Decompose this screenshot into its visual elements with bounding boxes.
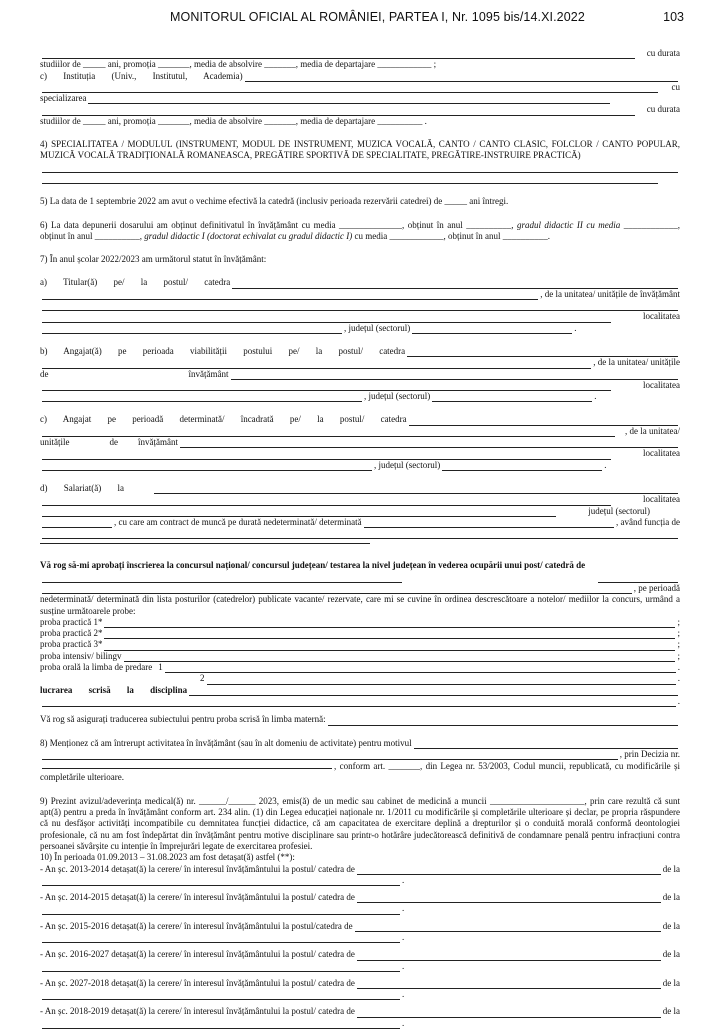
item-6-part: cu media ____________, obținut în anul __________. [354,230,550,241]
blank-field[interactable] [42,175,658,184]
blank-field[interactable] [357,894,661,903]
label: c) Angajat pe perioadă determinată/ încadrată pe/ la postul/ catedra [40,414,407,425]
form-line: , județul (sectorul) . [40,323,680,334]
label: proba intensiv/ bilingv [40,650,122,661]
detasare-row [40,921,680,950]
detasare-row [40,978,680,1007]
label: 7) În anul școlar 2022/2023 am următorul statut în învățământ: [40,254,267,265]
blank-field[interactable] [407,348,678,357]
form-line [40,714,680,725]
detasare-label: - An șc. 2018-2019 detașat(ă) la cerere/ în interesul învățământului la postul/ catedra de [40,1006,355,1017]
item-5 [40,196,680,207]
blank-field[interactable] [414,740,678,749]
form-line [40,426,680,437]
blank-field[interactable] [42,84,658,93]
detasare-list [40,864,680,1035]
page-number: 103 [663,10,684,24]
label: , județul (sectorul) [364,391,431,402]
form-body [40,48,680,1035]
item-4: 4) SPECIALITATEA / MODULUL (INSTRUMENT, MODUL DE INSTRUMENT, MUZICA VOCALĂ, CANTO / CANTO CLASIC, FOLCLOR / CANTO POPULAR, MUZICĂ VOCALĂ TRADIȚIONALĂ ROMANEASCA, PREGĂTIRE SPORTIVĂ DE SPECIALITATE, PREGĂTIRE-INSTRUIRE PRACTICĂ) [40,139,680,161]
label: , de la unitatea/ [625,425,680,436]
label: localitatea [643,379,680,390]
form-line [40,162,680,173]
label: specializarea [40,93,87,104]
form-line [40,864,680,875]
proba-line: proba orală la limba de predare 1 . [40,662,680,673]
detasare-end: de la [662,949,680,960]
blank-field[interactable] [357,952,661,961]
blank-field[interactable] [207,676,676,685]
blank-field[interactable] [42,1020,400,1029]
label: d) Salariat(ă) la [40,482,124,493]
label: lucrarea scrisă la disciplina [40,684,188,695]
form-line [40,173,680,184]
label: , prin Decizia nr. [619,748,680,759]
label: învățământ [188,368,229,379]
label: proba practică 1* [40,616,103,627]
blank-field[interactable] [42,508,556,517]
form-line: . [40,1018,680,1029]
detasare-end: de la [662,920,680,931]
form-line [40,300,680,311]
form-line [40,59,680,70]
blank-field[interactable] [88,95,610,104]
detasare-row [40,892,680,921]
label: , având funcția de [616,516,680,527]
blank-field[interactable] [42,302,678,311]
label: 8) Menționez că am întrerupt activitatea în învățământ (sau în alt domeniu de activitate) pentru motivul [40,737,412,748]
blank-field[interactable] [124,653,676,662]
form-line [40,311,680,322]
form-line [40,506,680,517]
form-line [40,437,680,448]
blank-field[interactable] [154,485,678,494]
label: 1 [158,662,163,673]
blank-field[interactable] [42,574,402,583]
blank-field[interactable] [364,519,614,528]
blank-field[interactable] [42,530,678,539]
form-line [40,572,680,583]
label: 10) În perioada 01.09.2013 – 31.08.2023 am fost detașat(ă) astfel (**): [40,852,295,863]
item-9: 9) Prezint avizul/adeverința medical(ă) nr. ______/______ 2023, emis(ă) de un medic sau cabinet de medicină a muncii _____________________, prin care rezultă că sunt apt(ă) pentru a preda în învățământ conform art. 234 alin. (1) din Legea educației naționale nr. 1/2011 cu modificările și completările ulterioare și declar, pe propria răspundere că nu desfășor activități incompatibile cu demnitatea funcției didactice, că am capacitatea de exercitare deplină a drepturilor și o conduită morală conformă deontologiei profesionale, că nu am fost îndepărtat din învățământ pentru motive disciplinare sau printr-o hotărâre judecătorească definitivă de condamnare penală pentru infracțiuni contra persoanei săvârșite cu intenție în împrejurări legate de exercitarea profesiei. [40,795,680,851]
blank-field[interactable] [42,934,400,943]
proba-line: proba practică 2* ; [40,628,680,639]
form-line [40,414,680,425]
form-line [40,369,680,380]
blank-field[interactable] [42,963,400,972]
form-line [40,48,680,59]
form-line [40,1006,680,1017]
blank-field[interactable] [412,325,572,334]
label: de [109,437,118,448]
form-line [40,738,680,749]
blank-field[interactable] [42,164,678,173]
detasare-row [40,864,680,893]
form-line [40,357,680,368]
form-line [40,104,680,115]
detasare-end: de la [662,863,680,874]
form-line [40,116,680,127]
item-6 [40,220,680,243]
label: de [40,368,49,379]
form-line: . [40,989,680,1000]
request-text: nedeterminată/ determinată din lista posturilor (catedrelor) publicate vacante/ rezervate, care mi se cuvine în ordinea descrescătoare a notelor/ mediilor la concurs, urmând a susține următoarele probe: [40,594,680,616]
form-line [40,448,680,459]
blank-field[interactable] [189,687,678,696]
proba-line: proba practică 3* ; [40,639,680,650]
item-6-part: 6) La data depunerii dosarului am obținut definitivatul în învățământ cu media ______________, obținut în anul __________, [40,219,514,230]
label: cu durata [646,48,680,58]
form-line: , județul (sectorul) . [40,391,680,402]
proba-line: proba intensiv/ bilingv ; [40,650,680,661]
label: cu [671,81,680,92]
blank-field[interactable] [42,760,332,769]
label: proba orală la limba de predare [40,662,153,673]
form-line [40,346,680,357]
detasare-row [40,1006,680,1035]
label: , județul (sectorul) [344,322,411,333]
label: localitatea [643,311,680,322]
blank-field[interactable] [42,360,591,369]
blank-field[interactable] [42,291,538,300]
detasare-label: - An șc. 2027-2018 detașat(ă) la cerere/ în interesul învățământului la postul/ catedra de [40,977,355,988]
blank-field[interactable] [42,991,400,1000]
form-line [40,82,680,93]
blank-field[interactable] [232,280,678,289]
item-10-title [40,852,680,863]
page-header [0,10,724,30]
label: , de la unitatea/ unitățile [593,357,680,368]
proba-line: 2 . [200,673,680,684]
label: , pe perioadă [633,582,680,593]
blank-field[interactable] [42,314,611,323]
form-line [40,277,680,288]
blank-field[interactable] [180,439,678,448]
label: studiilor de _____ ani, promoția _______, media de absolvire _______, media de departajare __________ . [40,115,427,126]
label: , județul (sectorul) [374,459,441,470]
blank-field[interactable] [328,717,678,726]
blank-field[interactable] [357,980,661,989]
blank-field[interactable] [42,751,618,760]
form-line [40,528,680,539]
blank-field[interactable] [104,630,675,639]
label: localitatea [643,448,680,459]
detasare-end: de la [662,977,680,988]
blank-field[interactable] [409,417,678,426]
blank-field[interactable] [357,866,661,875]
blank-field[interactable] [42,393,362,402]
divider [40,543,370,544]
blank-field[interactable] [357,1009,661,1018]
label: a) Titular(ă) pe/ la postul/ catedra [40,277,231,288]
item-6-part: gradul didactic II cu media [516,219,621,230]
form-line [40,921,680,932]
form-line [40,760,680,784]
blank-field[interactable] [42,519,112,528]
proba-line: proba practică 1* ; [40,616,680,627]
blank-field[interactable] [104,619,675,628]
label: județul (sectorul) [588,505,650,516]
blank-field[interactable] [442,462,602,471]
form-line [40,93,680,104]
form-line [40,892,680,903]
label: localitatea [643,494,680,505]
blank-field[interactable] [245,73,678,82]
item-6-part: ____________, obținut în anul __________, [40,219,680,241]
blank-field[interactable] [104,642,675,651]
label: cu durata [646,104,680,115]
publication-title: MONITORUL OFICIAL AL ROMÂNIEI, PARTEA I, Nr. 1095 bis/14.XI.2022 [170,10,585,24]
blank-field[interactable] [42,325,342,334]
form-line: . [40,696,680,707]
label: , de la unitatea/ unitățile de învățământ [540,288,680,299]
form-line [40,583,680,594]
blank-field[interactable] [598,574,678,583]
form-line [40,289,680,300]
blank-field[interactable] [42,462,372,471]
detasare-label: - An șc. 2016-2027 detașat(ă) la cerere/ în interesul învățământului la postul/ catedra de [40,949,355,960]
item-7 [40,254,680,265]
blank-field[interactable] [42,497,611,506]
label: învățământ [138,437,178,448]
blank-field[interactable] [42,428,615,437]
label: unitățile [40,437,70,448]
form-line [40,685,680,696]
form-line [40,749,680,760]
detasare-end: de la [662,1006,680,1017]
label: , cu care am contract de muncă pe durată nedeterminată/ determinată [114,516,362,527]
form-line [40,949,680,960]
blank-field[interactable] [42,50,635,59]
label: 2 [200,673,205,684]
detasare-row [40,949,680,978]
detasare-end: de la [662,892,680,903]
item-6-part: gradul didactic I (doctorat echivalat cu gradul didactic I) [144,230,353,241]
request-heading: Vă rog să-mi aprobați înscrierea la concursul național/ concursul județean/ testarea la nivel județean în vederea ocupării unui post/ catedră de [40,560,586,571]
blank-field[interactable] [42,107,635,116]
blank-field[interactable] [231,371,679,380]
label: c) Instituția (Univ., Institutul, Academia) [40,70,243,81]
form-line: . [40,903,680,914]
form-line: . [40,961,680,972]
form-line [40,483,680,494]
label: studiilor de _____ ani, promoția _______, media de absolvire _______, media de departajare ____________ ; [40,59,437,70]
form-line [40,380,680,391]
blank-field[interactable] [165,664,676,673]
blank-field[interactable] [432,393,592,402]
blank-field[interactable] [42,906,400,915]
detasare-label: - An șc. 2014-2015 detașat(ă) la cerere/ în interesul învățământului la postul/ catedra de [40,892,355,903]
form-line: . [40,932,680,943]
form-line: . [40,875,680,886]
form-line [40,71,680,82]
label: Vă rog să asigurați traducerea subiectului pentru proba scrisă în limba maternă: [40,714,326,725]
blank-field[interactable] [42,698,676,707]
label: b) Angajat(ă) pe perioada viabilității postului pe/ la postul/ catedra [40,345,406,356]
form-line [40,517,680,528]
blank-field[interactable] [42,451,611,460]
label: 5) La data de 1 septembrie 2022 am avut o vechime efectivă la catedră (inclusiv perioada rezervării catedrei) de _____ ani întregi. [40,196,509,207]
label: proba practică 2* [40,628,103,639]
blank-field[interactable] [42,877,400,886]
detasare-label: - An șc. 2013-2014 detașat(ă) la cerere/ în interesul învățământului la postul/ catedra de [40,863,355,874]
form-line [40,494,680,505]
blank-field[interactable] [355,923,661,932]
label: , conform art. _______, din Legea nr. 53/2003, Codul muncii, republicată, cu modificările și completările ulterioare. [40,761,680,783]
form-line [40,978,680,989]
blank-field[interactable] [42,382,611,391]
label: proba practică 3* [40,639,103,650]
detasare-label: - An șc. 2015-2016 detașat(ă) la cerere/ în interesul învățământului la postul/catedra de [40,920,353,931]
form-line: , județul (sectorul) . [40,460,680,471]
blank-field[interactable] [42,585,632,594]
